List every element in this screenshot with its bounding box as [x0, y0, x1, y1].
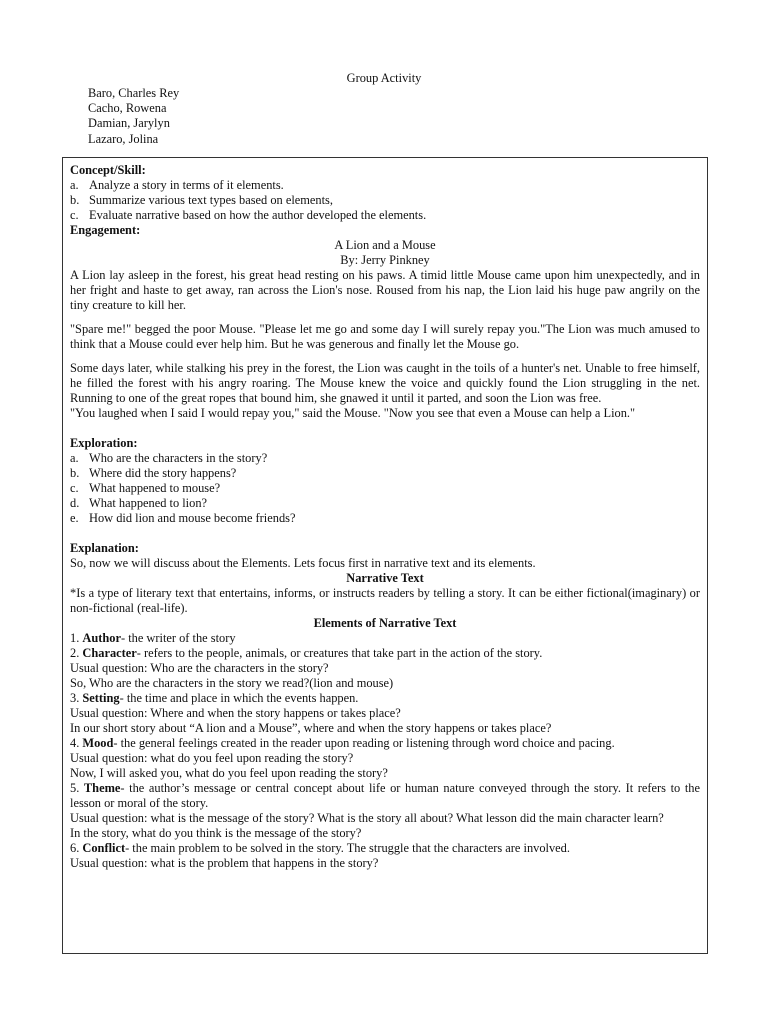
list-item: c. Evaluate narrative based on how the author developed the elements.: [70, 208, 427, 222]
element-setting: 3. Setting- the time and place in which the events happen.: [70, 691, 359, 705]
element-theme: 5. Theme- the author’s message or central concept about life or human nature conveyed through the story. It refers to the lesson or moral of the story.: [70, 781, 700, 810]
element-character: 2. Character- refers to the people, animals, or creatures that take part in the action of the story.: [70, 646, 543, 660]
story-paragraph: Some days later, while stalking his prey in the forest, the Lion was caught in the toils of a hunter's net. Unable to free himself, he filled the forest with his angry roaring. The Mouse knew the voice and quickly found the Lion struggling in the net. Running to one of the great ropes that bound him, she gnawed it until it parted, and soon the Lion was free.: [70, 361, 700, 405]
narrative-heading: Narrative Text: [346, 571, 424, 585]
story-title: A Lion and a Mouse: [334, 238, 436, 252]
list-item: e. How did lion and mouse become friends?: [70, 511, 296, 525]
follow-up-question: Now, I will asked you, what do you feel upon reading the story?: [70, 766, 388, 780]
story-paragraph: "You laughed when I said I would repay you," said the Mouse. "Now you see that even a Mouse can help a Lion.": [70, 406, 636, 420]
narrative-definition: *Is a type of literary text that entertains, informs, or instructs readers by telling a story. It can be either fictional(imaginary) or non-fictional (real-life).: [70, 586, 700, 615]
usual-question: Usual question: Who are the characters in the story?: [70, 661, 329, 675]
author-name: Damian, Jarylyn: [88, 116, 170, 131]
author-list: [88, 86, 179, 147]
elements-heading: Elements of Narrative Text: [313, 616, 457, 630]
element-mood: 4. Mood- the general feelings created in the reader upon reading or listening through word choice and pacing.: [70, 736, 615, 750]
story-paragraph: A Lion lay asleep in the forest, his great head resting on his paws. A timid little Mouse came upon him unexpectedly, and in her fright and haste to get away, ran across the Lion's nose. Roused from his nap, the Lion laid his huge paw angrily on the tiny creature to kill her.: [70, 268, 700, 312]
usual-question: Usual question: Where and when the story happens or takes place?: [70, 706, 401, 720]
explanation-intro: So, now we will discuss about the Elements. Lets focus first in narrative text and its elements.: [70, 556, 536, 570]
author-name: Lazaro, Jolina: [88, 131, 159, 146]
list-item: d. What happened to lion?: [70, 496, 208, 510]
follow-up-question: In the story, what do you think is the message of the story?: [70, 826, 362, 840]
page-title: Group Activity: [346, 71, 422, 85]
element-conflict: 6. Conflict- the main problem to be solved in the story. The struggle that the characters are involved.: [70, 841, 570, 855]
usual-question: Usual question: what is the problem that happens in the story?: [70, 856, 379, 870]
list-item: a. Analyze a story in terms of it elements.: [70, 178, 284, 192]
follow-up-question: In our short story about “A lion and a Mouse”, where and when the story happens or takes place?: [70, 721, 552, 735]
list-item: b. Summarize various text types based on elements,: [70, 193, 333, 207]
activity-box: [62, 157, 708, 954]
usual-question: Usual question: what is the message of the story? What is the story all about? What lesson did the main character learn?: [70, 811, 664, 825]
story-paragraph: "Spare me!" begged the poor Mouse. "Please let me go and some day I will surely repay you."The Lion was much amused to think that a Mouse could ever help him. But he was generous and finally let the Mouse go.: [70, 322, 700, 351]
concept-heading: Concept/Skill:: [70, 163, 146, 177]
follow-up-question: So, Who are the characters in the story we read?(lion and mouse): [70, 676, 394, 690]
author-name: Baro, Charles Rey: [88, 86, 180, 100]
usual-question: Usual question: what do you feel upon reading the story?: [70, 751, 354, 765]
explanation-heading: Explanation:: [70, 541, 139, 555]
exploration-heading: Exploration:: [70, 436, 138, 450]
author-name: Cacho, Rowena: [88, 101, 167, 116]
engagement-heading: Engagement:: [70, 223, 141, 237]
story-author: By: Jerry Pinkney: [340, 253, 430, 267]
list-item: b. Where did the story happens?: [70, 466, 237, 480]
list-item: a. Who are the characters in the story?: [70, 451, 268, 465]
element-author: 1. Author- the writer of the story: [70, 631, 236, 645]
list-item: c. What happened to mouse?: [70, 481, 221, 495]
